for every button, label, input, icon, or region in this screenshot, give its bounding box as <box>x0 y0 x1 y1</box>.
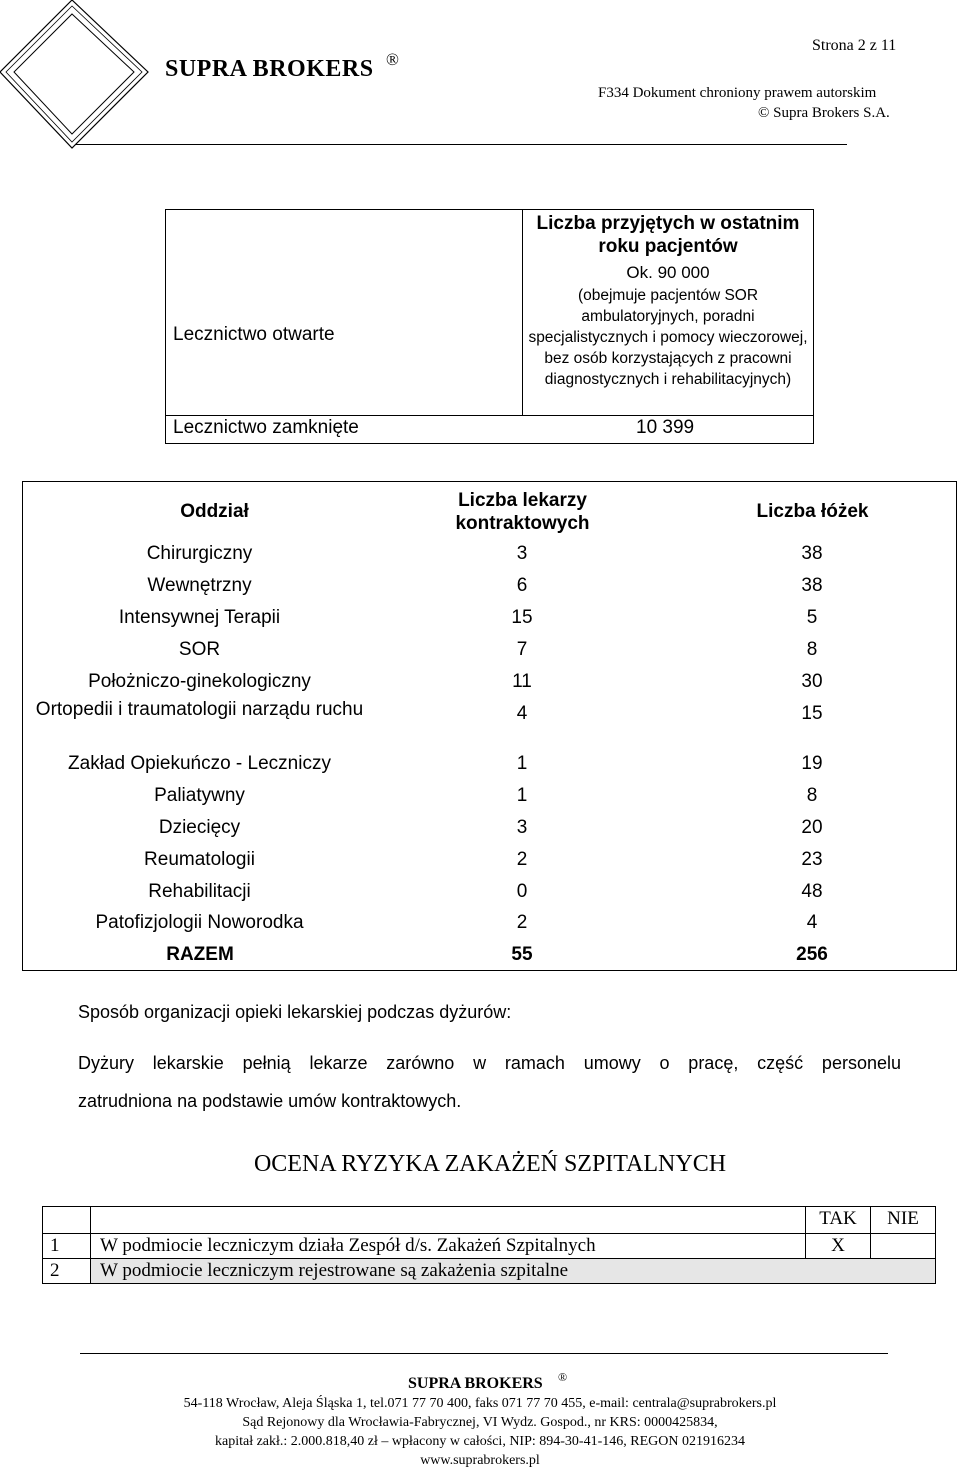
duty-heading: Sposób organizacji opieki lekarskiej podczas dyżurów: <box>78 1002 512 1022</box>
footer-website: www.suprabrokers.pl <box>420 1453 540 1468</box>
table-border <box>42 1233 936 1234</box>
row-number: 1 <box>50 1235 60 1256</box>
duty-line-2: zatrudniona na podstawie umów kontraktowych. <box>78 1091 462 1111</box>
footer-address: 54-118 Wrocław, Aleja Śląska 1, tel.071 77 70 400, faks 071 77 70 455, e-mail: centrala@suprabrokers.pl <box>183 1396 777 1411</box>
ward-beds: 4 <box>806 912 818 933</box>
risk-yes-mark: X <box>831 1235 845 1256</box>
ward-name: Patofizjologii Noworodka <box>95 912 304 933</box>
closed-care-value: 10 399 <box>636 417 695 438</box>
ward-name: Paliatywny <box>154 785 245 806</box>
ward-doctors: 11 <box>512 671 532 692</box>
ward-name: Położniczo-ginekologiczny <box>88 671 311 692</box>
duty-line-1: Dyżury lekarskie pełnią lekarze zarówno w ramach umowy o pracę, część personelu <box>78 1053 901 1073</box>
ward-beds: 38 <box>801 575 823 596</box>
ward-beds: 19 <box>801 753 823 774</box>
ward-doctors: 3 <box>516 817 528 838</box>
footer-brand: SUPRA BROKERS <box>408 1375 543 1392</box>
ward-doctors: 6 <box>516 575 528 596</box>
ward-name: Dziecięcy <box>158 817 241 838</box>
ward-beds: 5 <box>806 607 818 628</box>
closed-care-label: Lecznictwo zamknięte <box>173 417 359 438</box>
table-border <box>22 481 957 482</box>
ward-name: Rehabilitacji <box>148 881 251 902</box>
risk-item-text: W podmiocie leczniczym działa Zespół d/s. Zakażeń Szpitalnych <box>100 1235 596 1256</box>
open-care-label: Lecznictwo otwarte <box>173 324 335 345</box>
ward-name: Intensywnej Terapii <box>118 607 281 628</box>
ward-beds: 23 <box>801 849 823 870</box>
risk-title: OCENA RYZYKA ZAKAŻEŃ SZPITALNYCH <box>253 1151 727 1177</box>
table-border <box>42 1206 43 1284</box>
admissions-heading: Liczba przyjętych w ostatnim roku pacjentów <box>536 213 800 257</box>
ward-beds: 38 <box>801 543 823 564</box>
copyright-notice: F334 Dokument chroniony prawem autorskim <box>598 85 877 101</box>
header-doctors: Liczba lekarzy kontraktowych <box>455 490 590 534</box>
ward-name: Ortopedii i traumatologii narządu ruchu <box>35 699 364 720</box>
total-beds: 256 <box>796 944 828 965</box>
header-divider <box>75 144 847 145</box>
admissions-note: (obejmuje pacjentów SOR ambulatoryjnych, poradni specjalistycznych i pomocy wieczorowej, bez osób korzystających z pracowni diagnostycznych i rehabilitacyjnych) <box>528 287 808 388</box>
ward-doctors: 3 <box>516 543 528 564</box>
table-border <box>956 481 957 971</box>
col-no-header: NIE <box>887 1208 919 1229</box>
header-beds: Liczba łóżek <box>756 501 869 522</box>
ward-doctors: 15 <box>511 607 533 628</box>
ward-beds: 48 <box>801 881 823 902</box>
table-border <box>42 1206 936 1207</box>
ward-name: Reumatologii <box>144 849 255 870</box>
page-number: Strona 2 z 11 <box>812 37 897 54</box>
ward-beds: 15 <box>801 703 823 724</box>
admissions-value: Ok. 90 000 <box>626 263 710 282</box>
ward-doctors: 4 <box>516 703 528 724</box>
ward-name: SOR <box>178 639 221 660</box>
table-border <box>90 1206 91 1284</box>
header-ward: Oddział <box>180 501 249 522</box>
ward-doctors: 7 <box>516 639 528 660</box>
table-border <box>935 1206 936 1284</box>
table-border <box>42 1283 936 1284</box>
risk-item-text: W podmiocie leczniczym rejestrowane są zakażenia szpitalne <box>100 1260 569 1281</box>
ward-beds: 8 <box>806 639 818 660</box>
ward-doctors: 0 <box>516 881 528 902</box>
ward-beds: 8 <box>806 785 818 806</box>
total-label: RAZEM <box>166 944 234 965</box>
table-cell <box>165 209 523 416</box>
table-border <box>22 970 957 971</box>
footer-court: Sąd Rejonowy dla Wrocławia-Fabrycznej, VI Wydz. Gospod., nr KRS: 0000425834, <box>242 1415 718 1430</box>
ward-doctors: 1 <box>516 753 528 774</box>
brand-name: SUPRA BROKERS <box>165 56 374 82</box>
footer-divider <box>80 1353 888 1354</box>
ward-name: Zakład Opiekuńczo - Leczniczy <box>68 753 331 774</box>
total-doctors: 55 <box>511 944 533 965</box>
ward-beds: 30 <box>801 671 823 692</box>
ward-doctors: 2 <box>516 912 528 933</box>
row-number: 2 <box>50 1260 60 1281</box>
footer-registered-mark: ® <box>558 1370 568 1384</box>
registered-mark: ® <box>386 50 399 69</box>
logo-diamond-icon <box>0 0 175 155</box>
copyright-owner: © Supra Brokers S.A. <box>758 105 890 121</box>
footer-capital: kapitał zakł.: 2.000.818,40 zł – wpłacony w całości, NIP: 894-30-41-146, REGON 021916234 <box>215 1434 745 1449</box>
table-border <box>42 1258 936 1259</box>
ward-name: Chirurgiczny <box>146 543 253 564</box>
col-yes-header: TAK <box>819 1208 857 1229</box>
ward-beds: 20 <box>801 817 823 838</box>
ward-doctors: 2 <box>516 849 528 870</box>
ward-doctors: 1 <box>516 785 528 806</box>
ward-name: Wewnętrzny <box>147 575 252 596</box>
